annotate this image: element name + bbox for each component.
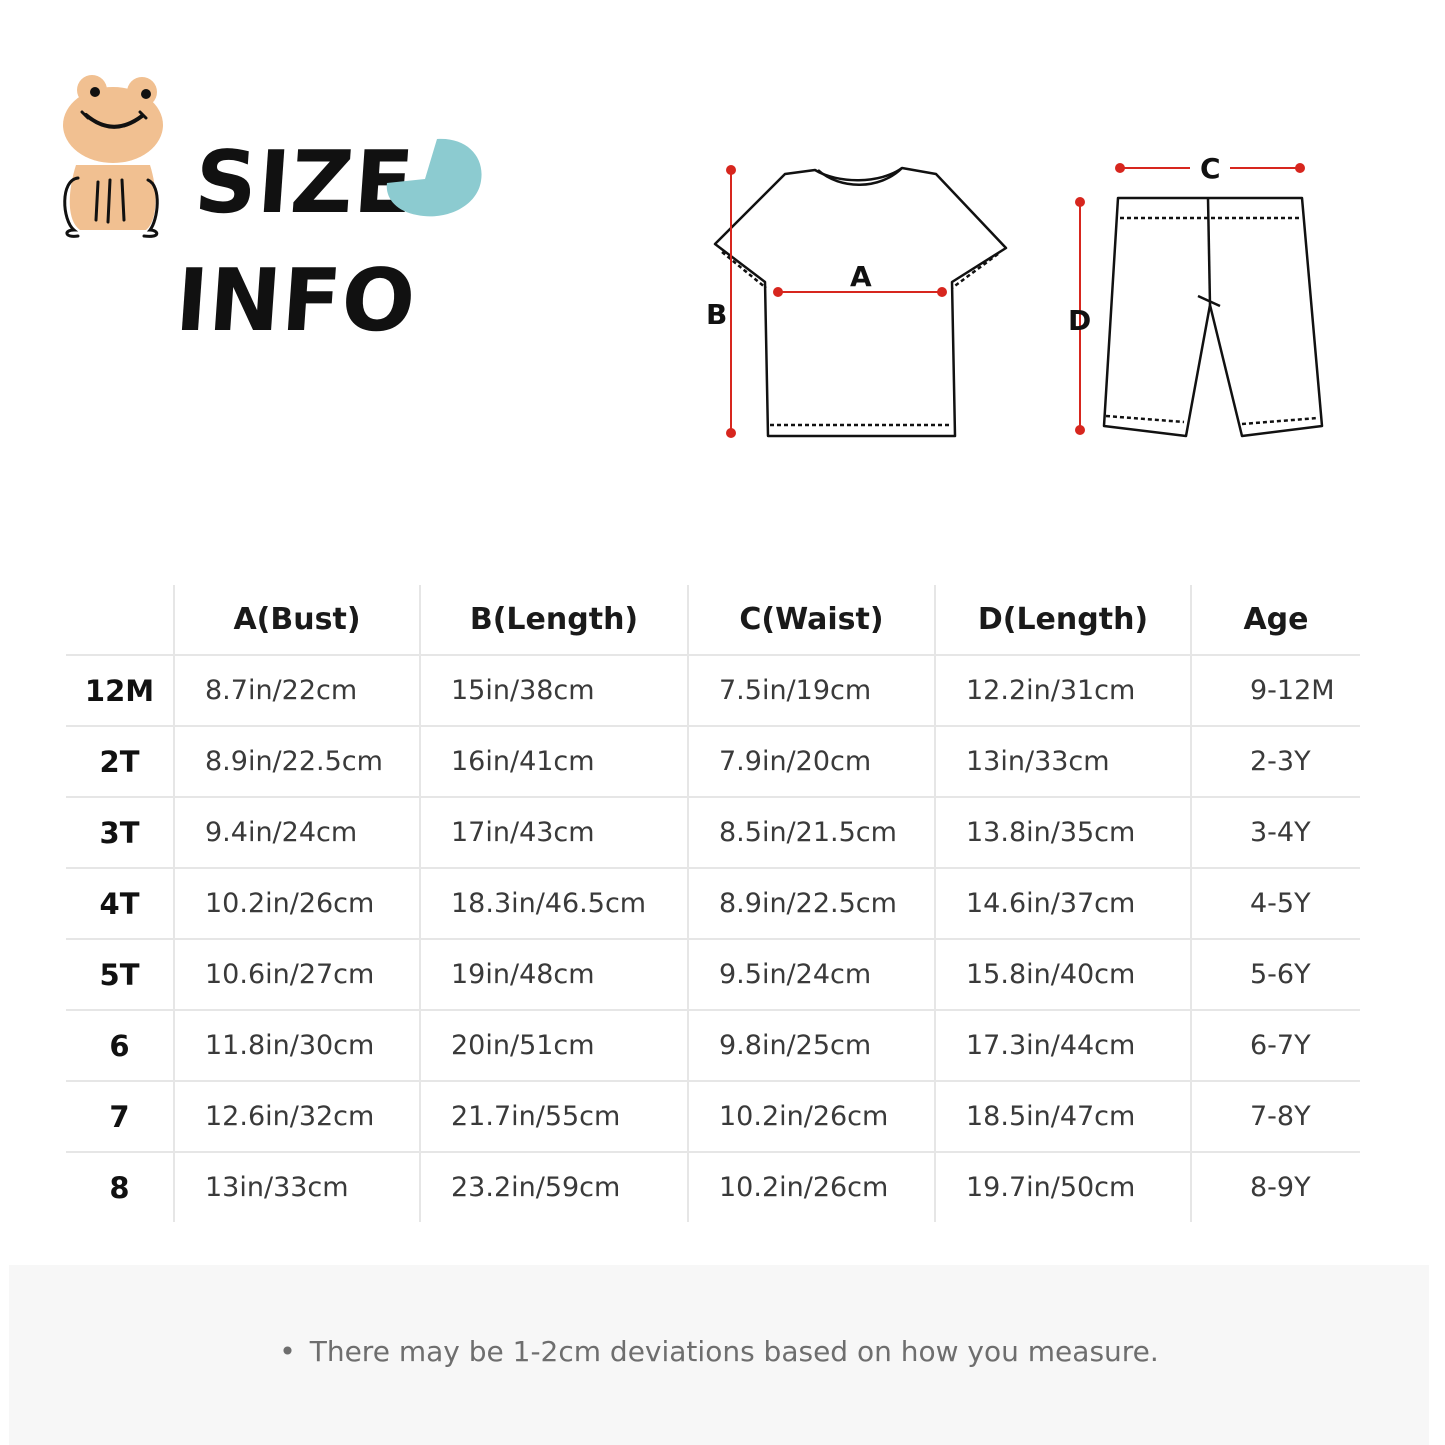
table-row xyxy=(66,1152,1360,1222)
measurement-note xyxy=(9,1335,1429,1368)
waist-cell: 9.5in/24cm xyxy=(688,939,935,1010)
table-row xyxy=(66,939,1360,1010)
bust-cell: 13in/33cm xyxy=(174,1152,420,1222)
pants-length-cell: 13in/33cm xyxy=(935,726,1191,797)
label-a: A xyxy=(850,260,872,293)
size-cell: 3T xyxy=(66,797,174,868)
table-row xyxy=(66,797,1360,868)
column-header-length: B(Length) xyxy=(420,585,688,655)
bust-cell: 11.8in/30cm xyxy=(174,1010,420,1081)
length-cell: 17in/43cm xyxy=(420,797,688,868)
size-cell: 8 xyxy=(109,1170,130,1205)
age-cell: 8-9Y xyxy=(1191,1152,1360,1222)
measurement-note-panel xyxy=(9,1265,1429,1445)
table-row xyxy=(66,726,1360,797)
column-header-bust: A(Bust) xyxy=(174,585,420,655)
size-chart-table xyxy=(66,585,1360,1222)
column-header-pants-length: D(Length) xyxy=(935,585,1191,655)
length-cell: 15in/38cm xyxy=(420,655,688,726)
table-row xyxy=(66,868,1360,939)
size-cell: 4T xyxy=(66,868,174,939)
waist-cell: 8.5in/21.5cm xyxy=(688,797,935,868)
page-title-line-1: SIZE xyxy=(191,133,418,233)
age-cell: 9-12M xyxy=(1191,655,1360,726)
length-cell: 16in/41cm xyxy=(420,726,688,797)
waist-cell: 7.9in/20cm xyxy=(688,726,935,797)
label-c: C xyxy=(1200,152,1221,185)
pants-length-cell: 15.8in/40cm xyxy=(935,939,1191,1010)
page-title-line-2: INFO xyxy=(172,251,420,351)
column-header-size xyxy=(66,585,174,655)
size-cell: 5T xyxy=(66,939,174,1010)
bust-cell: 8.9in/22.5cm xyxy=(174,726,420,797)
table-header-row xyxy=(66,585,1360,655)
size-cell: 6 xyxy=(66,1010,174,1081)
waist-cell: 7.5in/19cm xyxy=(688,655,935,726)
pants-length-cell: 14.6in/37cm xyxy=(935,868,1191,939)
bust-cell: 8.7in/22cm xyxy=(174,655,420,726)
tshirt-outline-icon xyxy=(715,168,1006,436)
length-cell: 18.3in/46.5cm xyxy=(420,868,688,939)
size-cell: 7 xyxy=(66,1081,174,1152)
pants-length-cell: 19.7in/50cm xyxy=(935,1152,1191,1222)
measurement-diagram xyxy=(690,140,1340,450)
bust-cell: 10.2in/26cm xyxy=(174,868,420,939)
length-cell: 23.2in/59cm xyxy=(420,1152,688,1222)
waist-cell: 8.9in/22.5cm xyxy=(688,868,935,939)
length-cell: 21.7in/55cm xyxy=(420,1081,688,1152)
frog-mascot-icon xyxy=(58,70,168,245)
length-cell: 19in/48cm xyxy=(420,939,688,1010)
bust-cell: 9.4in/24cm xyxy=(174,797,420,868)
age-cell: 7-8Y xyxy=(1191,1081,1360,1152)
age-cell: 6-7Y xyxy=(1191,1010,1360,1081)
bullet-icon: • xyxy=(279,1335,296,1368)
waist-cell: 10.2in/26cm xyxy=(688,1081,935,1152)
length-cell: 20in/51cm xyxy=(420,1010,688,1081)
table-row xyxy=(66,655,1360,726)
label-b: B xyxy=(706,298,728,331)
bust-cell: 12.6in/32cm xyxy=(174,1081,420,1152)
note-text: There may be 1-2cm deviations based on how you measure. xyxy=(309,1335,1159,1368)
lily-pad-icon xyxy=(385,135,485,220)
pants-outline-icon xyxy=(1104,198,1322,436)
age-cell: 3-4Y xyxy=(1191,797,1360,868)
pants-length-cell: 12.2in/31cm xyxy=(935,655,1191,726)
column-header-waist: C(Waist) xyxy=(688,585,935,655)
table-row xyxy=(66,1081,1360,1152)
table-row xyxy=(66,1010,1360,1081)
column-header-age: Age xyxy=(1191,585,1360,655)
label-d: D xyxy=(1068,304,1092,337)
pants-length-cell: 13.8in/35cm xyxy=(935,797,1191,868)
age-cell: 5-6Y xyxy=(1191,939,1360,1010)
waist-cell: 9.8in/25cm xyxy=(688,1010,935,1081)
bust-cell: 10.6in/27cm xyxy=(174,939,420,1010)
pants-length-cell: 17.3in/44cm xyxy=(935,1010,1191,1081)
size-cell: 2T xyxy=(66,726,174,797)
size-cell: 12M xyxy=(66,655,174,726)
waist-cell: 10.2in/26cm xyxy=(688,1152,935,1222)
age-cell: 4-5Y xyxy=(1191,868,1360,939)
age-cell: 2-3Y xyxy=(1191,726,1360,797)
pants-length-cell: 18.5in/47cm xyxy=(935,1081,1191,1152)
